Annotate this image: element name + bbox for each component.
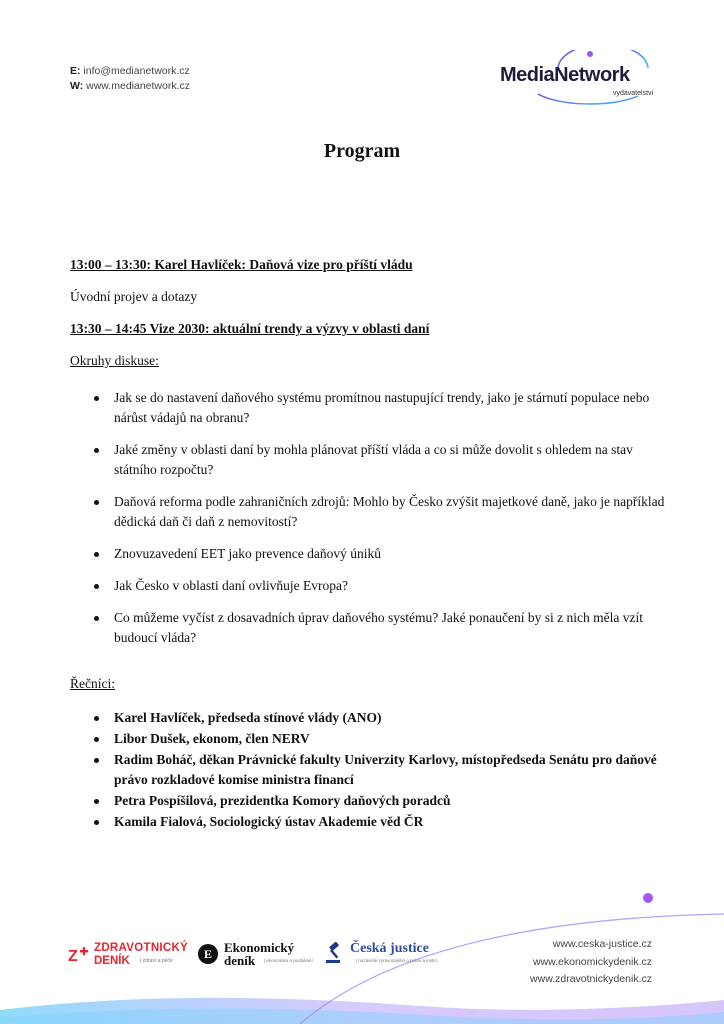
list-item: Co můžeme vyčíst z dosavadních úprav daňového systému? Jaké ponaučení by si z nich měla vzít budoucí vláda? <box>70 608 670 648</box>
page-title: Program <box>323 140 401 162</box>
ekonomicky-mark-icon: E <box>198 944 218 964</box>
speaker-item: Karel Havlíček, předseda stínové vlády (ANO) <box>70 708 670 728</box>
speaker-item: Libor Dušek, ekonom, člen NERV <box>70 729 670 749</box>
session1-heading: 13:00 – 13:30: Karel Havlíček: Daňová vize pro příští vládu <box>70 257 413 272</box>
list-item: Jaké změny v oblasti daní by mohla plánovat příští vláda a co si může dovolit s ohledem na stav státního rozpočtu? <box>70 440 670 480</box>
web-link[interactable]: www.medianetwork.cz <box>86 80 191 92</box>
email-link[interactable]: info@medianetwork.cz <box>83 65 190 77</box>
zdravotnicky-mark-icon <box>68 944 90 966</box>
medianetwork-logo <box>498 50 658 106</box>
speaker-item: Petra Pospíšilová, prezidentka Komory daňových poradců <box>70 791 670 811</box>
session2-heading: 13:30 – 14:45 Vize 2030: aktuální trendy a výzvy v oblasti daní <box>70 321 430 336</box>
speaker-item: Kamila Fialová, Sociologický ústav Akademie věd ČR <box>70 812 670 832</box>
topics-list <box>70 388 670 660</box>
list-item: Jak se do nastavení daňového systému promítnou nastupující trendy, jako je stárnutí populace nebo nárůst vádajů na obranu? <box>70 388 670 428</box>
svg-text:Z: Z <box>68 948 78 965</box>
list-item: Znovuzavedení EET jako prevence daňový úniků <box>70 544 670 564</box>
url-ekonomicky-denik[interactable]: www.ekonomickydenik.cz <box>532 955 652 968</box>
topics-label: Okruhy diskuse: <box>70 353 159 368</box>
list-item: Daňová reforma podle zahraničních zdrojů: Mohlo by Česko zvýšit majetkové daně, jako je například dědická daň či daň z nemovitostí? <box>70 492 670 532</box>
speakers-list <box>70 708 670 833</box>
contact-block <box>70 64 190 94</box>
speakers-label: Řečníci: <box>70 676 115 691</box>
list-item: Jak Česko v oblasti daní ovlivňuje Evropa? <box>70 576 670 596</box>
gavel-icon <box>324 942 346 964</box>
logo-wordmark: MediaNetwork <box>500 64 630 86</box>
logo-subtitle: vydavatelství <box>613 90 654 97</box>
web-line: W: www.medianetwork.cz <box>70 80 191 92</box>
url-ceska-justice[interactable]: www.ceska-justice.cz <box>552 938 652 950</box>
url-zdravotnicky-denik[interactable]: www.zdravotnickydenik.cz <box>530 973 652 985</box>
footer-urls <box>530 936 652 989</box>
email-line: E: info@medianetwork.cz <box>70 65 190 77</box>
speaker-item: Radim Boháč, děkan Právnické fakulty Univerzity Karlovy, místopředseda Senátu pro daňové právo rozkladové komise ministra financí <box>70 750 670 790</box>
session1-subtitle: Úvodní projev a dotazy <box>70 289 198 304</box>
